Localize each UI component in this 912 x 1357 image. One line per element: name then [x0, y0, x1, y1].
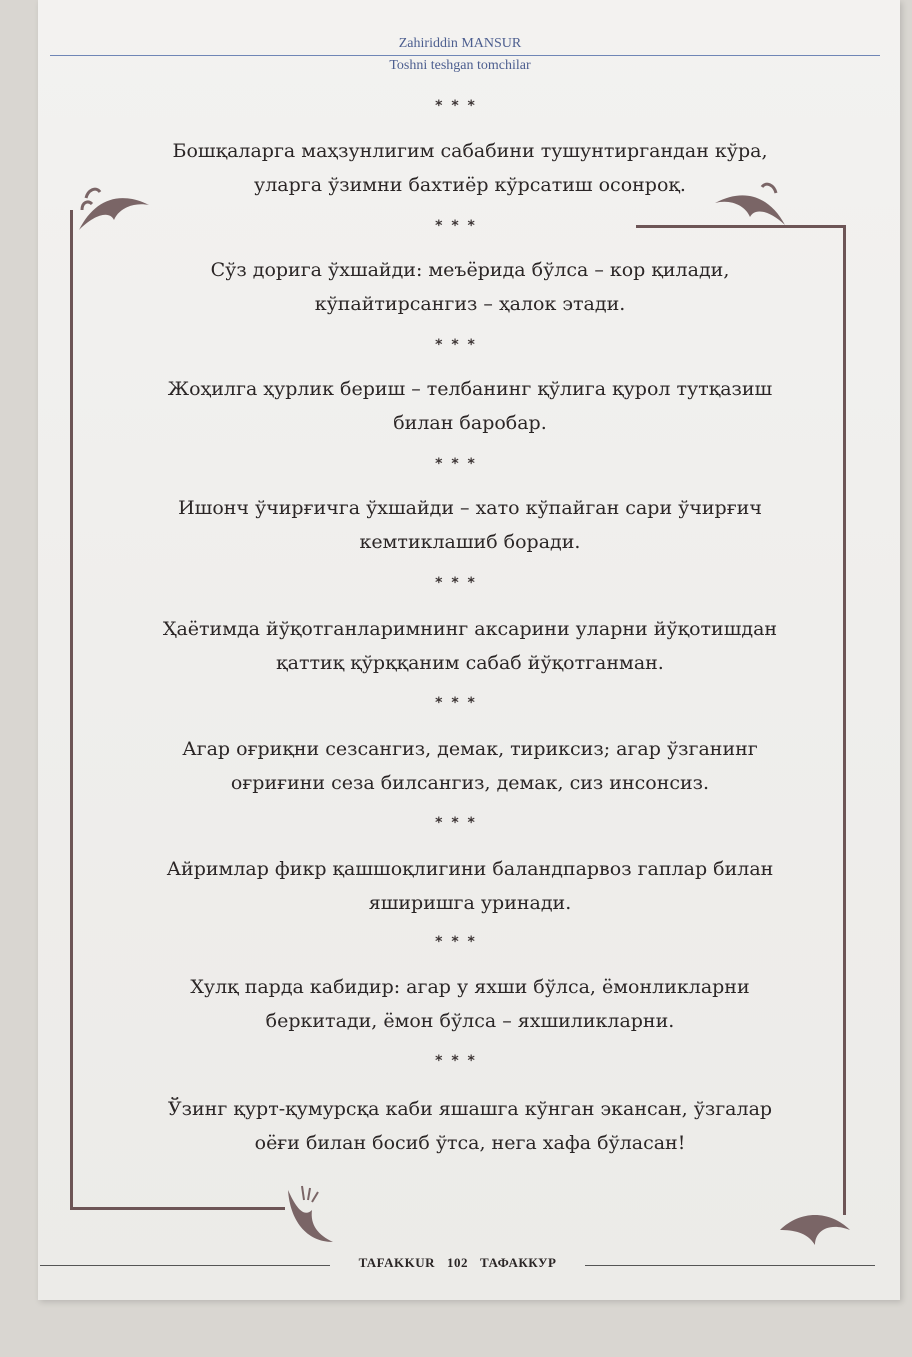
aphorism-line: Хулқ парда кабидир: агар у яхши бўлса, ёмонликларни: [190, 976, 750, 998]
footer: [330, 1255, 585, 1271]
footer-rule-left: [40, 1265, 330, 1266]
separator-stars: * * *: [435, 98, 477, 114]
aphorism-line: Жоҳилга ҳурлик бериш – телбанинг қўлига қурол тутқазиш: [167, 378, 773, 400]
aphorism-line: беркитади, ёмон бўлса – яхшиликларни.: [265, 1010, 675, 1032]
aphorism-6: [120, 732, 820, 800]
page-number: 102: [447, 1255, 469, 1270]
separator-stars: * * *: [435, 934, 477, 950]
aphorism-line: кўпайтирсангиз – ҳалок этади.: [314, 293, 626, 315]
separator-stars: * * *: [435, 695, 477, 711]
aphorism-line: Ўзинг қурт-қумурсқа каби яшашга кўнган экансан, ўзгалар: [167, 1098, 773, 1120]
aphorism-line: Бошқаларга маҳзунлигим сабабини тушунтиргандан кўра,: [172, 140, 768, 162]
aphorism-line: уларга ўзимни бахтиёр кўрсатиш осонроқ.: [254, 174, 686, 196]
aphorism-5: [120, 612, 820, 680]
aphorism-line: Айримлар фикр қашшоқлигини баландпарвоз гаплар билан: [166, 858, 774, 880]
aphorism-line: оёғи билан босиб ўтса, нега хафа бўласан!: [254, 1132, 686, 1154]
flourish-bottom-left-icon: [278, 1180, 348, 1250]
aphorism-line: қаттиқ қўрққаним сабаб йўқотганман.: [276, 652, 664, 674]
frame-bottom-border: [70, 1207, 285, 1210]
footer-left-label: TAFAKKUR: [358, 1255, 436, 1270]
header-rule: [50, 55, 880, 56]
aphorism-line: Сўз дорига ўхшайди: меъёрида бўлса – кор қилади,: [210, 259, 730, 281]
aphorism-line: Агар оғриқни сезсангиз, демак, тириксиз; агар ўзганинг: [182, 738, 758, 760]
separator-stars: * * *: [435, 337, 477, 353]
flourish-bottom-right-icon: [775, 1200, 855, 1255]
aphorism-line: Ишонч ўчирғичга ўхшайди – хато кўпайган сари ўчирғич: [178, 497, 762, 519]
separator-stars: * * *: [435, 1053, 477, 1069]
aphorism-2: [120, 253, 820, 321]
aphorism-line: кемтиклашиб боради.: [359, 531, 581, 553]
aphorism-3: [120, 372, 820, 440]
separator-stars: * * *: [435, 815, 477, 831]
footer-rule-right: [585, 1265, 875, 1266]
aphorism-9: [120, 1092, 820, 1160]
aphorism-line: билан баробар.: [393, 412, 547, 434]
aphorism-line: яширишга уринади.: [368, 892, 572, 914]
aphorism-8: [120, 970, 820, 1038]
aphorism-1: [120, 134, 820, 202]
header-author: Zahiriddin MANSUR: [398, 36, 522, 51]
separator-stars: * * *: [435, 575, 477, 591]
aphorism-line: Ҳаётимда йўқотганларимнинг аксарини уларни йўқотишдан: [162, 618, 778, 640]
separator-stars: * * *: [435, 456, 477, 472]
aphorism-4: [120, 491, 820, 559]
header-book-title: Toshni teshgan tomchilar: [389, 58, 531, 73]
separator-stars: * * *: [435, 218, 477, 234]
aphorism-line: оғриғини сеза билсангиз, демак, сиз инсонсиз.: [230, 772, 710, 794]
footer-right-label: ТАФАККУР: [480, 1255, 557, 1270]
aphorism-7: [120, 852, 820, 920]
